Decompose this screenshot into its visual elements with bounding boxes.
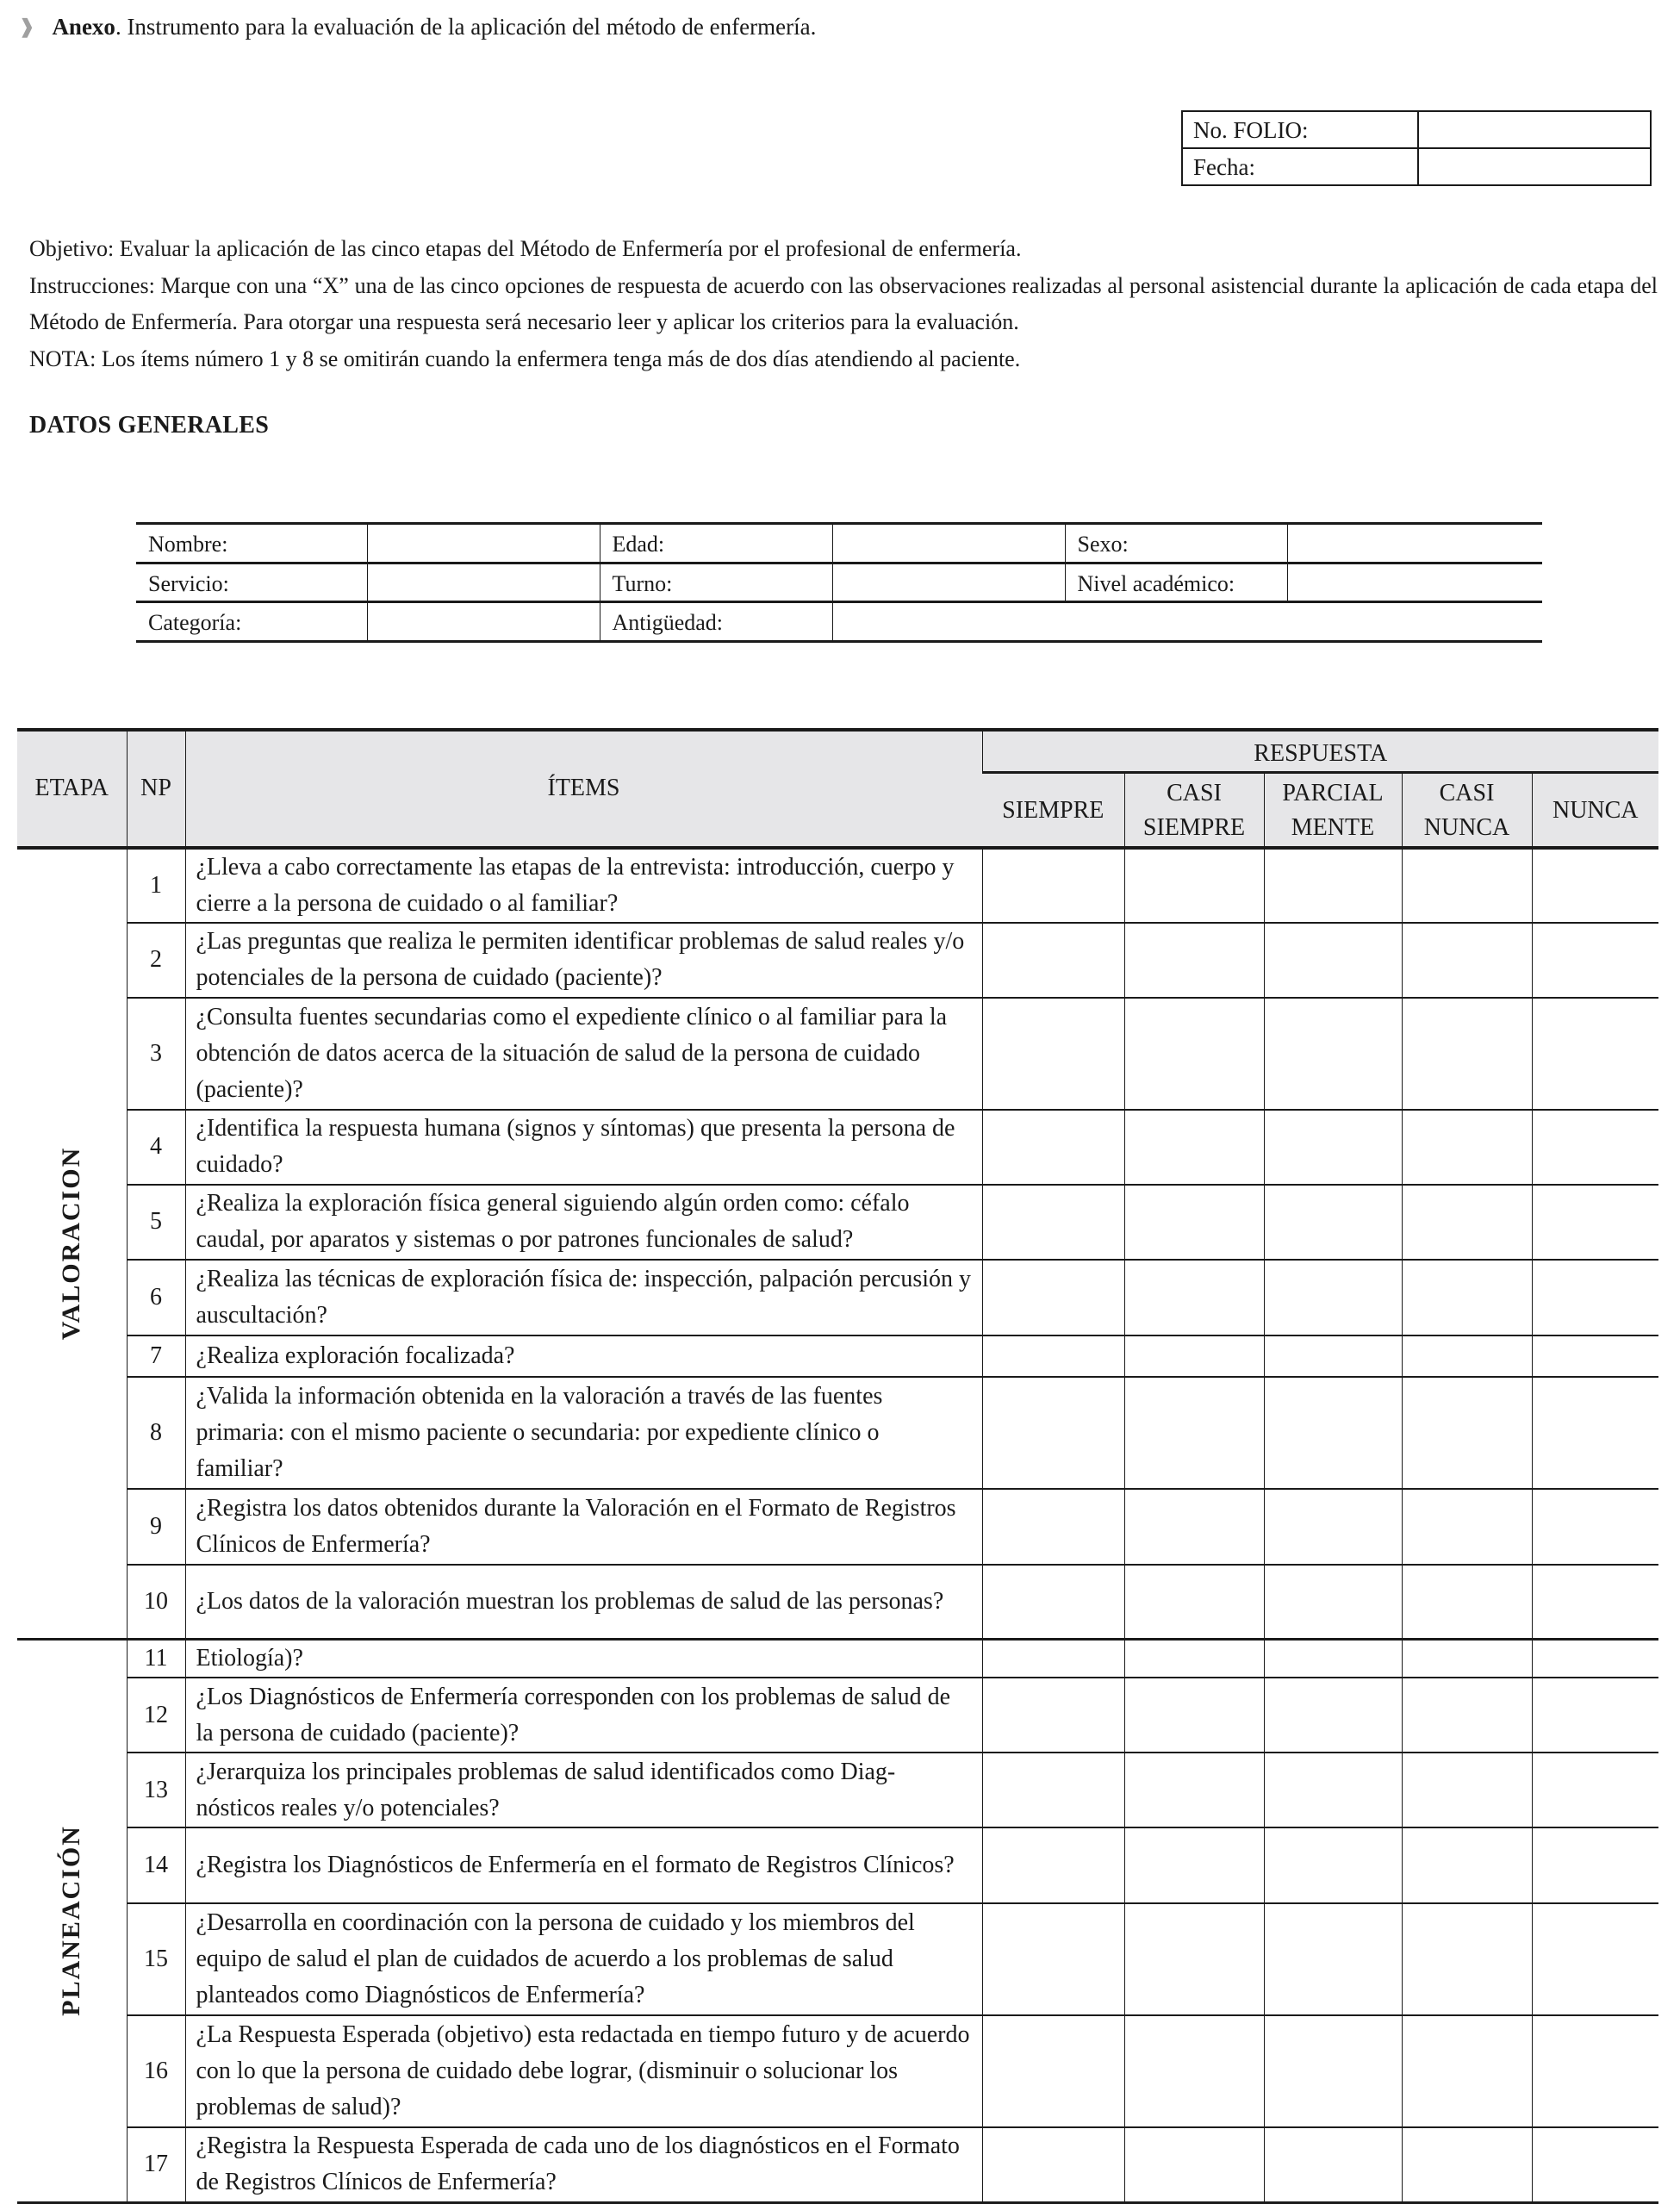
response-cell-casi-siempre[interactable] [1124, 1903, 1264, 2015]
response-cell-siempre[interactable] [982, 1185, 1124, 1260]
header-np: NP [127, 730, 185, 848]
item-question: ¿Registra la Respuesta Esperada de cada uno de los diagnósticos en el Formato de Registros Clínicos de Enfermería? [185, 2127, 982, 2202]
response-cell-casi-siempre[interactable] [1124, 2015, 1264, 2127]
response-cell-parcialmente[interactable] [1264, 1489, 1402, 1565]
datos-generales-table [136, 522, 1542, 643]
servicio-field[interactable] [367, 563, 600, 602]
header-siempre-text: SIEMPRE [1002, 796, 1104, 824]
sexo-label: Sexo: [1065, 524, 1287, 563]
table-row [17, 1377, 1658, 1489]
response-cell-siempre[interactable] [982, 1753, 1124, 1827]
response-cell-nunca[interactable] [1532, 1377, 1658, 1489]
item-question: ¿Los Diagnósticos de Enfermería corresponden con los problemas de salud de la persona de cuidado (paciente)? [185, 1678, 982, 1753]
header-respuesta: RESPUESTA [982, 730, 1658, 773]
item-question: ¿Los datos de la valoración muestran los problemas de salud de las personas? [185, 1565, 982, 1640]
servicio-label: Servicio: [148, 570, 229, 596]
header-etapa: ETAPA [17, 730, 127, 848]
table-row [17, 1565, 1658, 1640]
response-cell-nunca[interactable] [1532, 1489, 1658, 1565]
response-cell-parcialmente[interactable] [1264, 998, 1402, 1110]
response-cell-nunca[interactable] [1532, 1185, 1658, 1260]
response-cell-parcialmente[interactable] [1264, 1377, 1402, 1489]
stage-cell [17, 1640, 127, 2203]
item-number: 5 [127, 1185, 185, 1260]
response-cell-casi-siempre[interactable] [1124, 1827, 1264, 1903]
response-cell-casi-nunca[interactable] [1402, 1489, 1532, 1565]
item-number: 10 [127, 1565, 185, 1640]
response-cell-siempre[interactable] [982, 923, 1124, 998]
header-nunca-text: NUNCA [1552, 796, 1639, 824]
response-cell-siempre[interactable] [982, 1827, 1124, 1903]
response-cell-casi-siempre[interactable] [1124, 998, 1264, 1110]
item-question: ¿Realiza las técnicas de exploración física de: inspección, palpación percusión y auscultación? [185, 1260, 982, 1335]
table-row [17, 1335, 1658, 1377]
response-cell-casi-nunca[interactable] [1402, 923, 1532, 998]
response-cell-siempre[interactable] [982, 2015, 1124, 2127]
header-casi-siempre-line2: SIEMPRE [1142, 813, 1246, 841]
item-question: ¿Realiza la exploración física general siguiendo algún orden como: céfalo caudal, por aparatos y sistemas o por patrones funcionales de salud? [185, 1185, 982, 1260]
evaluation-table-body [17, 848, 1658, 2203]
fecha-field[interactable] [1418, 148, 1651, 185]
response-cell-casi-siempre[interactable] [1124, 1565, 1264, 1640]
stage-label: PLANEACIÓN [57, 1825, 86, 2017]
nombre-label: Nombre: [148, 532, 228, 557]
response-cell-nunca[interactable] [1532, 1260, 1658, 1335]
response-cell-casi-nunca[interactable] [1402, 1565, 1532, 1640]
response-cell-casi-siempre[interactable] [1124, 1678, 1264, 1753]
response-cell-casi-nunca[interactable] [1402, 1260, 1532, 1335]
response-cell-casi-siempre[interactable] [1124, 1489, 1264, 1565]
item-number: 2 [127, 923, 185, 998]
response-cell-parcialmente[interactable] [1264, 923, 1402, 998]
response-cell-siempre[interactable] [982, 1110, 1124, 1185]
response-cell-parcialmente[interactable] [1264, 2127, 1402, 2202]
fecha-label: Fecha: [1182, 148, 1418, 185]
turno-label: Turno: [600, 563, 832, 602]
response-cell-siempre[interactable] [982, 848, 1124, 923]
item-question: ¿Consulta fuentes secundarias como el expediente clínico o al familiar para la obtención de datos acerca de la situación de salud de la persona de cuidado (paciente)? [185, 998, 982, 1110]
title-text: . Instrumento para la evaluación de la aplicación del método de enfermería. [115, 14, 817, 40]
response-cell-parcialmente[interactable] [1264, 1753, 1402, 1827]
response-cell-siempre[interactable] [982, 1489, 1124, 1565]
response-cell-siempre[interactable] [982, 1565, 1124, 1640]
response-cell-casi-nunca[interactable] [1402, 2127, 1532, 2202]
header-parcialmente [1264, 773, 1402, 848]
datos-generales-heading: DATOS GENERALES [29, 412, 270, 439]
response-cell-nunca[interactable] [1532, 1903, 1658, 2015]
header-parcialmente-line2: MENTE [1291, 813, 1375, 841]
response-cell-casi-siempre[interactable] [1124, 1335, 1264, 1377]
table-row [17, 2127, 1658, 2202]
item-number: 7 [127, 1335, 185, 1377]
item-number: 9 [127, 1489, 185, 1565]
table-row [17, 848, 1658, 923]
item-question: ¿Valida la información obtenida en la valoración a través de las fuentes primaria: con el mismo paciente o secundaria: por expediente clínico o familiar? [185, 1377, 982, 1489]
response-cell-casi-nunca[interactable] [1402, 1827, 1532, 1903]
item-question: ¿Jerarquiza los principales problemas de salud identificados como Diag-nósticos reales y/o potenciales? [185, 1753, 982, 1827]
response-cell-nunca[interactable] [1532, 1335, 1658, 1377]
response-cell-nunca[interactable] [1532, 2015, 1658, 2127]
edad-field[interactable] [832, 524, 1065, 563]
sexo-field[interactable] [1287, 524, 1542, 563]
header-parcialmente-line1: PARCIAL [1282, 779, 1384, 806]
header-casi-siempre-line1: CASI [1167, 779, 1222, 806]
folio-box [1181, 110, 1652, 186]
response-cell-parcialmente[interactable] [1264, 1260, 1402, 1335]
response-cell-casi-siempre[interactable] [1124, 1377, 1264, 1489]
table-row [17, 2015, 1658, 2127]
response-cell-casi-nunca[interactable] [1402, 1753, 1532, 1827]
nombre-field[interactable] [367, 524, 600, 563]
response-cell-casi-nunca[interactable] [1402, 1110, 1532, 1185]
response-cell-parcialmente[interactable] [1264, 1903, 1402, 2015]
objetivo-text: Objetivo: Evaluar la aplicación de las cinco etapas del Método de Enfermería por el profesional de enfermería. [29, 236, 1022, 261]
response-cell-parcialmente[interactable] [1264, 848, 1402, 923]
header-nunca [1532, 773, 1658, 848]
header-items: ÍTEMS [185, 730, 982, 848]
response-cell-siempre[interactable] [982, 1640, 1124, 1678]
instructions-block [29, 231, 1658, 377]
table-row [17, 923, 1658, 998]
bullet-chevron-icon: ❱ [19, 16, 35, 37]
response-cell-nunca[interactable] [1532, 1753, 1658, 1827]
item-question: ¿Las preguntas que realiza le permiten identificar problemas de salud reales y/o potenciales de la persona de cuidado (paciente)? [185, 923, 982, 998]
response-cell-parcialmente[interactable] [1264, 1335, 1402, 1377]
response-cell-nunca[interactable] [1532, 1565, 1658, 1640]
response-cell-siempre[interactable] [982, 1377, 1124, 1489]
stage-cell [17, 848, 127, 1640]
table-row [17, 1827, 1658, 1903]
table-row [17, 1640, 1658, 1678]
nota-text: NOTA: Los ítems número 1 y 8 se omitirán cuando la enfermera tenga más de dos días atendiendo al paciente. [29, 346, 1021, 371]
item-number: 11 [127, 1640, 185, 1678]
item-question: ¿Desarrolla en coordinación con la persona de cuidado y los miembros del equipo de salud el plan de cuidados de acuerdo a los problemas de salud planteados como Diagnósticos de Enfermería? [185, 1903, 982, 2015]
item-number: 17 [127, 2127, 185, 2202]
response-cell-casi-siempre[interactable] [1124, 848, 1264, 923]
response-cell-casi-nunca[interactable] [1402, 1335, 1532, 1377]
table-row [17, 1753, 1658, 1827]
item-number: 4 [127, 1110, 185, 1185]
response-cell-parcialmente[interactable] [1264, 2015, 1402, 2127]
response-cell-casi-siempre[interactable] [1124, 923, 1264, 998]
categoria-field[interactable] [367, 602, 600, 642]
nivel-academico-label: Nivel académico: [1065, 563, 1287, 602]
response-cell-casi-nunca[interactable] [1402, 848, 1532, 923]
response-cell-parcialmente[interactable] [1264, 1185, 1402, 1260]
item-number: 12 [127, 1678, 185, 1753]
item-question: ¿La Respuesta Esperada (objetivo) esta redactada en tiempo futuro y de acuerdo con lo que la persona de cuidado debe lograr, (disminuir o solucionar los problemas de salud)? [185, 2015, 982, 2127]
document-title [19, 14, 816, 40]
response-cell-parcialmente[interactable] [1264, 1565, 1402, 1640]
response-cell-nunca[interactable] [1532, 1827, 1658, 1903]
response-cell-casi-siempre[interactable] [1124, 1110, 1264, 1185]
response-cell-casi-siempre[interactable] [1124, 1753, 1264, 1827]
response-cell-nunca[interactable] [1532, 1110, 1658, 1185]
response-cell-nunca[interactable] [1532, 998, 1658, 1110]
item-question: ¿Identifica la respuesta humana (signos y síntomas) que presenta la persona de cuidado? [185, 1110, 982, 1185]
response-cell-parcialmente[interactable] [1264, 1827, 1402, 1903]
response-cell-parcialmente[interactable] [1264, 1640, 1402, 1678]
title-bold: Anexo [52, 14, 115, 40]
response-cell-siempre[interactable] [982, 1335, 1124, 1377]
header-siempre [982, 773, 1124, 848]
turno-field[interactable] [832, 563, 1065, 602]
response-cell-nunca[interactable] [1532, 923, 1658, 998]
table-row [17, 1489, 1658, 1565]
antiguedad-field[interactable] [832, 602, 1542, 642]
categoria-label: Categoría: [148, 610, 242, 636]
item-question: ¿Registra los datos obtenidos durante la Valoración en el Formato de Registros Clínicos de Enfermería? [185, 1489, 982, 1565]
item-number: 13 [127, 1753, 185, 1827]
response-cell-siempre[interactable] [982, 998, 1124, 1110]
header-casi-siempre [1124, 773, 1264, 848]
response-cell-casi-siempre[interactable] [1124, 1185, 1264, 1260]
response-cell-nunca[interactable] [1532, 848, 1658, 923]
response-cell-casi-nunca[interactable] [1402, 2015, 1532, 2127]
item-question: ¿Realiza exploración focalizada? [185, 1335, 982, 1377]
response-cell-casi-nunca[interactable] [1402, 1377, 1532, 1489]
response-cell-siempre[interactable] [982, 1260, 1124, 1335]
response-cell-parcialmente[interactable] [1264, 1110, 1402, 1185]
response-cell-casi-siempre[interactable] [1124, 1260, 1264, 1335]
item-question: ¿Registra los Diagnósticos de Enfermería en el formato de Registros Clínicos? [185, 1827, 982, 1903]
response-cell-casi-nunca[interactable] [1402, 1640, 1532, 1678]
item-number: 8 [127, 1377, 185, 1489]
response-cell-parcialmente[interactable] [1264, 1678, 1402, 1753]
response-cell-casi-siempre[interactable] [1124, 2127, 1264, 2202]
item-number: 6 [127, 1260, 185, 1335]
folio-field[interactable] [1418, 111, 1651, 148]
evaluation-table [17, 728, 1658, 2204]
response-cell-siempre[interactable] [982, 2127, 1124, 2202]
response-cell-nunca[interactable] [1532, 1640, 1658, 1678]
table-row [17, 998, 1658, 1110]
response-cell-siempre[interactable] [982, 1678, 1124, 1753]
item-number: 15 [127, 1903, 185, 2015]
response-cell-casi-nunca[interactable] [1402, 1903, 1532, 2015]
header-casi-nunca [1402, 773, 1532, 848]
item-number: 1 [127, 848, 185, 923]
response-cell-siempre[interactable] [982, 1903, 1124, 2015]
table-row [17, 1110, 1658, 1185]
instrucciones-text: Instrucciones: Marque con una “X” una de las cinco opciones de respuesta de acuerdo con las observaciones realizadas al personal asistencial durante la aplicación de cada etapa del Método de Enfermería. Para otorgar una respuesta será necesario leer y aplicar los criterios para la evaluación. [29, 272, 1658, 334]
table-row [17, 1903, 1658, 2015]
response-cell-nunca[interactable] [1532, 2127, 1658, 2202]
response-cell-casi-nunca[interactable] [1402, 1678, 1532, 1753]
folio-label: No. FOLIO: [1182, 111, 1418, 148]
antiguedad-label: Antigüedad: [600, 602, 832, 642]
table-row [17, 1678, 1658, 1753]
response-cell-casi-nunca[interactable] [1402, 1185, 1532, 1260]
item-number: 14 [127, 1827, 185, 1903]
item-question: ¿Lleva a cabo correctamente las etapas de la entrevista: introducción, cuerpo y cierre a la persona de cuidado o al familiar? [185, 848, 982, 923]
response-cell-casi-nunca[interactable] [1402, 998, 1532, 1110]
table-row [17, 1260, 1658, 1335]
header-casi-nunca-line2: NUNCA [1423, 813, 1510, 841]
item-question: Etiología)? [185, 1640, 982, 1678]
nivel-academico-field[interactable] [1287, 563, 1542, 602]
stage-label: VALORACION [57, 1147, 86, 1341]
item-number: 3 [127, 998, 185, 1110]
edad-label: Edad: [600, 524, 832, 563]
item-number: 16 [127, 2015, 185, 2127]
response-cell-casi-siempre[interactable] [1124, 1640, 1264, 1678]
header-casi-nunca-line1: CASI [1439, 779, 1495, 806]
table-row [17, 1185, 1658, 1260]
response-cell-nunca[interactable] [1532, 1678, 1658, 1753]
